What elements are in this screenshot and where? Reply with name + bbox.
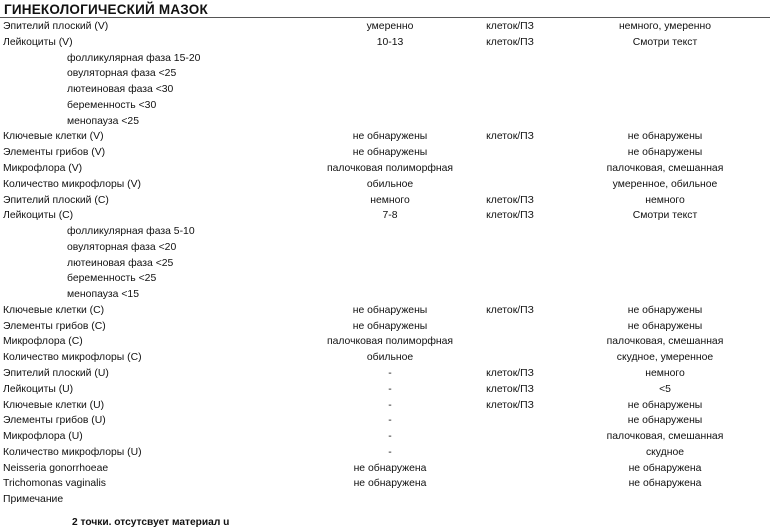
test-name: Количество микрофлоры (С) <box>3 352 142 364</box>
reference-range: палочковая, смешанная <box>606 336 724 348</box>
table-row <box>0 82 770 98</box>
table-row <box>0 35 770 51</box>
reference-range: Смотри текст <box>632 36 698 48</box>
unit: клеток/ПЗ <box>486 383 534 395</box>
table-row <box>0 429 770 445</box>
table-row <box>0 476 770 492</box>
reference-range: не обнаружена <box>628 462 702 474</box>
title-divider <box>0 17 770 18</box>
test-name: Ключевые клетки (V) <box>3 131 104 143</box>
unit: клеток/ПЗ <box>486 131 534 143</box>
table-row <box>0 224 770 240</box>
test-name: менопауза <15 <box>67 289 139 301</box>
reference-range: не обнаружены <box>627 131 703 143</box>
result-value: палочковая полиморфная <box>326 162 454 174</box>
result-value: палочковая полиморфная <box>326 336 454 348</box>
test-name: Элементы грибов (V) <box>3 147 106 159</box>
table-row <box>0 319 770 335</box>
test-name: овуляторная фаза <25 <box>67 68 177 80</box>
unit: клеток/ПЗ <box>486 194 534 206</box>
test-name: Микрофлора (С) <box>3 336 83 348</box>
reference-range: не обнаружены <box>627 320 703 332</box>
test-name: лютеиновая фаза <25 <box>67 257 174 269</box>
reference-range: немного <box>645 367 685 379</box>
result-value: 7-8 <box>382 210 398 222</box>
table-row <box>0 413 770 429</box>
reference-range: не обнаружены <box>627 147 703 159</box>
reference-range: палочковая, смешанная <box>606 431 724 442</box>
test-name: лютеиновая фаза <30 <box>67 84 174 96</box>
table-row <box>0 177 770 193</box>
result-value: - <box>388 367 392 379</box>
table-row <box>0 366 770 382</box>
result-value: не обнаружены <box>352 131 428 143</box>
result-value: - <box>388 399 392 411</box>
test-name: Примечание <box>3 494 64 506</box>
unit: клеток/ПЗ <box>486 304 534 316</box>
report-title: ГИНЕКОЛОГИЧЕСКИЙ МАЗОК <box>4 2 208 17</box>
table-row <box>0 398 770 414</box>
test-name: Элементы грибов (С) <box>3 320 106 332</box>
result-value: 10-13 <box>376 36 404 48</box>
table-row <box>0 114 770 130</box>
reference-range: немного <box>645 194 685 206</box>
result-value: не обнаружены <box>352 304 428 316</box>
table-row <box>0 271 770 287</box>
reference-range: умеренное, обильное <box>612 178 718 190</box>
table-row <box>0 129 770 145</box>
result-value: - <box>388 415 392 427</box>
reference-range: палочковая, смешанная <box>606 162 724 174</box>
note-text: 2 точки. отсутсвует материал u <box>72 517 230 528</box>
test-name: Лейкоциты (V) <box>3 36 73 48</box>
table-row <box>0 303 770 319</box>
reference-range: не обнаружены <box>627 399 703 411</box>
test-name: Neisseria gonorrhoeae <box>3 462 109 474</box>
test-name: Эпителий плоский (U) <box>3 367 109 379</box>
table-row <box>0 193 770 209</box>
table-row <box>0 98 770 114</box>
reference-range: <5 <box>659 383 671 395</box>
reference-range: немного, умеренно <box>618 21 712 32</box>
unit: клеток/ПЗ <box>486 399 534 411</box>
table-row <box>0 208 770 224</box>
test-name: фолликулярная фаза 5-10 <box>67 226 195 237</box>
test-name: фолликулярная фаза 15-20 <box>67 52 201 64</box>
test-name: Количество микрофлоры (V) <box>3 178 142 190</box>
table-row <box>0 66 770 82</box>
table-row <box>0 287 770 303</box>
reference-range: скудное, умеренное <box>616 352 714 364</box>
test-name: Эпителий плоский (V) <box>3 21 109 32</box>
result-value: не обнаружена <box>353 478 427 490</box>
table-row <box>0 350 770 366</box>
result-value: - <box>388 446 392 458</box>
unit: клеток/ПЗ <box>486 210 534 222</box>
test-name: овуляторная фаза <20 <box>67 241 177 253</box>
table-row <box>0 445 770 461</box>
test-name: Лейкоциты (С) <box>3 210 74 222</box>
test-name: Микрофлора (U) <box>3 431 83 442</box>
test-name: беременность <30 <box>67 99 157 111</box>
test-name: беременность <25 <box>67 273 157 285</box>
test-name: Микрофлора (V) <box>3 162 83 174</box>
result-value: - <box>388 383 392 395</box>
unit: клеток/ПЗ <box>486 36 534 48</box>
test-name: Лейкоциты (U) <box>3 383 74 395</box>
test-name: Ключевые клетки (U) <box>3 399 105 411</box>
table-row <box>0 51 770 67</box>
reference-range: не обнаружена <box>628 478 702 490</box>
table-row <box>0 334 770 350</box>
table-row <box>0 256 770 272</box>
table-row <box>0 492 770 508</box>
result-value: не обнаружены <box>352 147 428 159</box>
unit: клеток/ПЗ <box>486 21 534 32</box>
reference-range: Смотри текст <box>632 210 698 222</box>
table-row <box>0 240 770 256</box>
reference-range: не обнаружены <box>627 415 703 427</box>
result-value: умеренно <box>366 21 414 32</box>
test-name: Trichomonas vaginalis <box>3 478 106 490</box>
table-row <box>0 461 770 477</box>
reference-range: скудное <box>645 446 685 458</box>
test-name: Элементы грибов (U) <box>3 415 106 427</box>
unit: клеток/ПЗ <box>486 367 534 379</box>
result-value: обильное <box>366 178 414 190</box>
test-name: Эпителий плоский (С) <box>3 194 109 206</box>
result-value: обильное <box>366 352 414 364</box>
result-value: - <box>388 431 392 442</box>
test-name: Количество микрофлоры (U) <box>3 446 142 458</box>
table-row <box>0 19 770 35</box>
test-name: Ключевые клетки (С) <box>3 304 105 316</box>
reference-range: не обнаружены <box>627 304 703 316</box>
result-value: не обнаружены <box>352 320 428 332</box>
test-name: менопауза <25 <box>67 115 139 127</box>
table-row <box>0 161 770 177</box>
result-value: не обнаружена <box>353 462 427 474</box>
table-row <box>0 382 770 398</box>
result-value: немного <box>370 194 410 206</box>
table-row <box>0 145 770 161</box>
